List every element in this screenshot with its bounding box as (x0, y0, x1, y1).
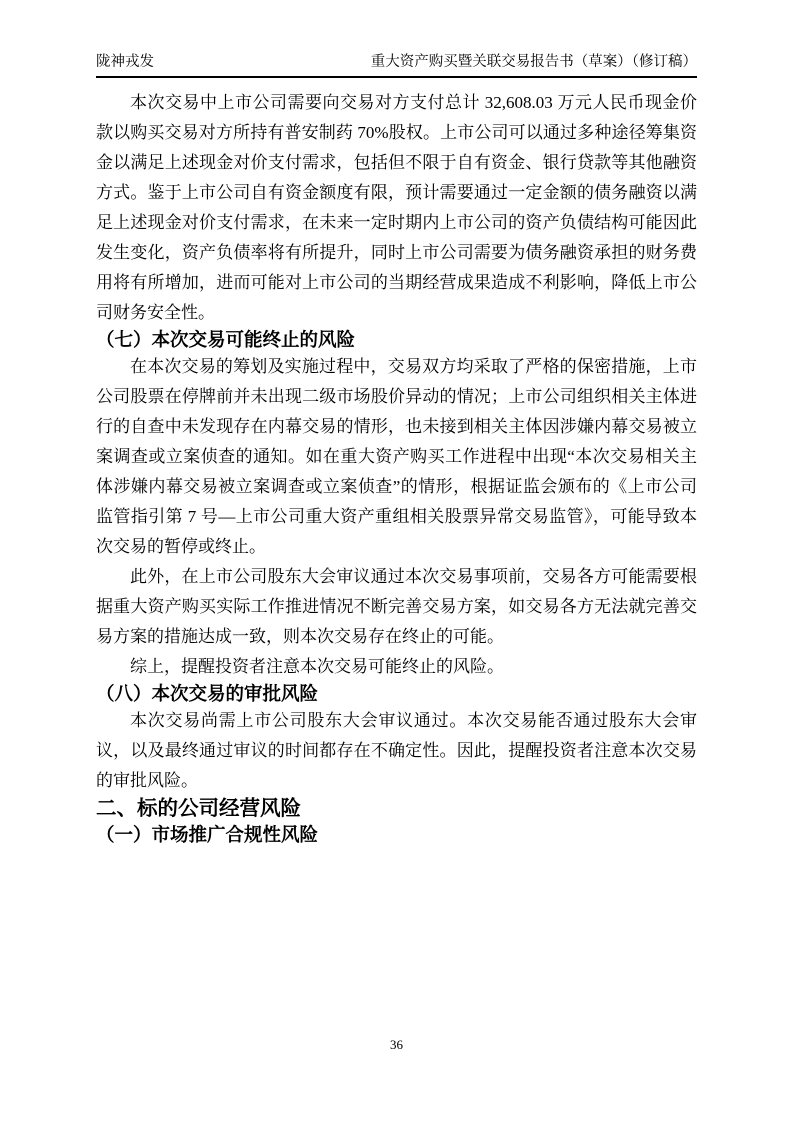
header-report-title: 重大资产购买暨关联交易报告书（草案）（修订稿） (370, 54, 697, 70)
page-footer (0, 1037, 793, 1053)
heading-section-8-approval-risk: （八）本次交易的审批风险 (96, 683, 319, 705)
heading-chapter-2-target-company-operating-risk: 二、标的公司经营风险 (96, 797, 301, 821)
paragraph-termination-reminder: 综上，提醒投资者注意本次交易可能终止的风险。 (130, 657, 504, 677)
paragraph-payment-funding-risk: 本次交易中上市公司需要向交易对方支付总计 32,608.03 万元人民币现金价款以购买交易对方所持有普安制药 70%股权。上市公司可以通过多种途径筹集资金以满足上述现金对价支付需求，包括但不限于自有资金、银行贷款等其他融资方式。鉴于上市公司自有资金额度有限，预计需要通过一定金额的债务融资以满足上述现金对价支付需求，在未来一定时期内上市公司的资产负债结构可能因此发生变化，资产负债率将有所提升，同时上市公司需要为债务融资承担的财务费用将有所增加，进而可能对上市公司的当期经营成果造成不利影响，降低上市公司财务安全性。 (96, 93, 697, 322)
paragraph-plan-refinement: 此外，在上市公司股东大会审议通过本次交易事项前，交易各方可能需要根据重大资产购买实际工作推进情况不断完善交易方案，如交易各方无法就完善交易方案的措施达成一致，则本次交易存在终止的可能。 (96, 567, 697, 647)
heading-section-7-termination-risk: （七）本次交易可能终止的风险 (96, 329, 356, 350)
paragraph-insider-trading-investigation: 在本次交易的筹划及实施过程中，交易双方均采取了严格的保密措施，上市公司股票在停牌前并未出现二级市场股价异动的情况；上市公司组织相关主体进行的自查中未发现存在内幕交易的情形，也未接到相关主体因涉嫌内幕交易被立案调查或立案侦查的通知。如在重大资产购买工作进程中出现“本次交易相关主体涉嫌内幕交易被立案调查或立案侦查”的情形，根据证监会颁布的《上市公司监管指引第 7 号—上市公司重大资产重组相关股票异常交易监管》，可能导致本次交易的暂停或终止。 (96, 357, 697, 557)
paragraph-approval-uncertainty: 本次交易尚需上市公司股东大会审议通过。本次交易能否通过股东大会审议，以及最终通过审议的时间都存在不确定性。因此，提醒投资者注意本次交易的审批风险。 (96, 711, 697, 791)
document-body (96, 88, 697, 847)
page-header (96, 50, 697, 78)
header-company-name: 陇神戎发 (96, 54, 154, 70)
heading-section-1-marketing-compliance-risk: （一）市场推广合规性风险 (96, 823, 319, 845)
page-number: 36 (390, 1037, 403, 1052)
